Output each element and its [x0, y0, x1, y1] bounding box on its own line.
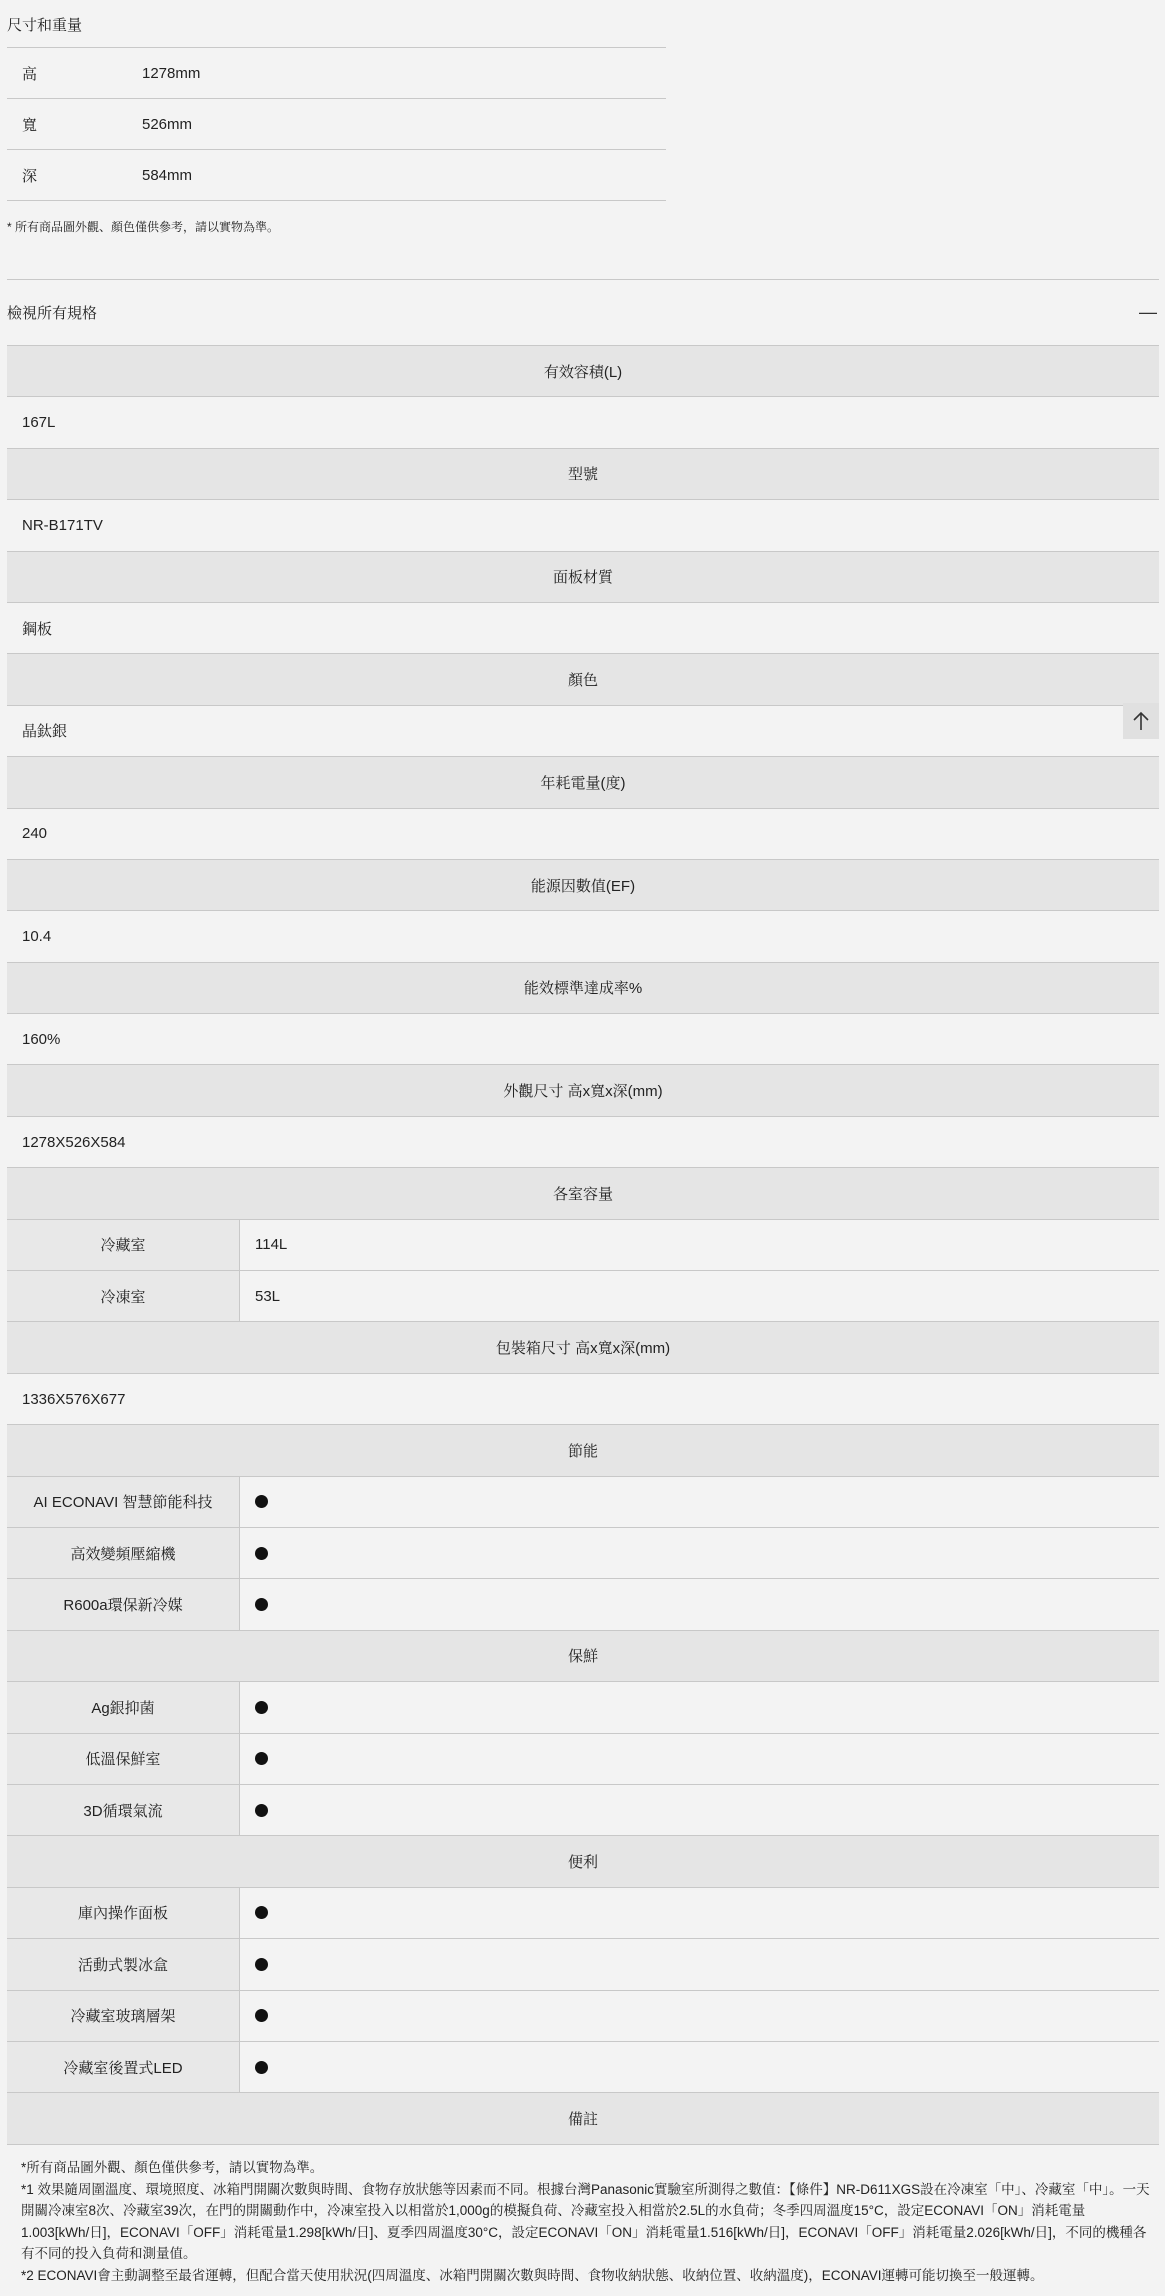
dimension-row [7, 99, 666, 150]
spec-sublabel: 高效變頻壓縮機 [7, 1528, 240, 1578]
spec-subrow [7, 1579, 1159, 1630]
remark-line: *所有商品圖外觀、顏色僅供參考，請以實物為準。 [21, 2160, 324, 2175]
dimensions-disclaimer: * 所有商品圖外觀、顏色僅供參考，請以實物為準。 [7, 220, 280, 234]
spec-value: NR-B171TV [7, 500, 1159, 551]
remark-line: *1 效果隨周圍溫度、環境照度、冰箱門開關次數與時間、食物存放狀態等因素而不同。根據台灣Panasonic實驗室所測得之數值：【條件】NR-D611XGS設在冷凍室「中」、冷藏室「中」。一天開關冷凍室8次、冷藏室39次，在門的開關動作中，冷凍室投入以相當於1,000g的模擬負荷、冷藏室投入相當於2.5L的水負荷；冬季四周溫度15°C，設定ECONAVI「ON」消耗電量1.003[kWh/日]，ECONAVI「OFF」消耗電量1.298[kWh/日]、夏季四周溫度30°C，設定ECONAVI「ON」消耗電量1.516[kWh/日]，ECONAVI「OFF」消耗電量2.026[kWh/日]，不同的機種各有不同的投入負荷和測量值。 [21, 2181, 1150, 2262]
spec-subrow [7, 1477, 1159, 1528]
dimension-value: 584mm [142, 166, 193, 184]
spec-heading: 便利 [7, 1836, 1159, 1887]
spec-value: 晶鈦銀 [7, 706, 1159, 757]
dimensions-title: 尺寸和重量 [7, 17, 83, 34]
spec-subrow [7, 1271, 1159, 1322]
spec-subrow [7, 1734, 1159, 1785]
spec-value: 167L [7, 397, 1159, 448]
spec-heading: 備註 [7, 2093, 1159, 2144]
back-to-top-button[interactable] [1123, 703, 1159, 739]
spec-value: 160% [7, 1014, 1159, 1065]
dimension-value: 526mm [142, 115, 193, 133]
dot-icon [255, 1495, 268, 1508]
spec-sublabel: R600a環保新冷媒 [7, 1579, 240, 1629]
dimension-row [7, 48, 666, 99]
spec-value: 1336X576X677 [7, 1374, 1159, 1425]
dimension-label: 寬 [22, 116, 38, 134]
spec-subrow [7, 1888, 1159, 1939]
spec-sublabel: 冷藏室 [7, 1220, 240, 1270]
spec-value: 鋼板 [7, 603, 1159, 654]
dot-icon [255, 1804, 268, 1817]
spec-subrow [7, 1220, 1159, 1271]
view-all-specs-label: 檢視所有規格 [7, 304, 98, 322]
spec-subrow [7, 1682, 1159, 1733]
spec-heading: 能源因數值(EF) [7, 860, 1159, 911]
spec-sublabel: Ag銀抑菌 [7, 1682, 240, 1732]
spec-heading: 面板材質 [7, 552, 1159, 603]
spec-sublabel: 低溫保鮮室 [7, 1734, 240, 1784]
spec-sublabel: 冷藏室玻璃層架 [7, 1991, 240, 2041]
spec-sublabel: 冷藏室後置式LED [7, 2042, 240, 2092]
dot-icon [255, 1547, 268, 1560]
section-divider [7, 279, 1159, 280]
dot-icon [255, 1598, 268, 1611]
spec-table [7, 345, 1159, 2145]
spec-heading: 有效容積(L) [7, 346, 1159, 397]
spec-subrow [7, 1939, 1159, 1990]
spec-heading: 外觀尺寸 高x寬x深(mm) [7, 1065, 1159, 1116]
spec-sublabel: 冷凍室 [7, 1271, 240, 1321]
dot-icon [255, 2009, 268, 2022]
dot-icon [255, 1958, 268, 1971]
spec-value: 240 [7, 809, 1159, 860]
spec-subrow [7, 1785, 1159, 1836]
dimensions-table [7, 47, 666, 201]
spec-value: 1278X526X584 [7, 1117, 1159, 1168]
spec-sublabel: AI ECONAVI 智慧節能科技 [7, 1477, 240, 1527]
dot-icon [255, 1752, 268, 1765]
collapse-icon[interactable]: — [1139, 302, 1157, 322]
dimension-label: 深 [22, 167, 38, 185]
dot-icon [255, 1701, 268, 1714]
spec-value: 10.4 [7, 911, 1159, 962]
spec-subrow [7, 2042, 1159, 2093]
dot-icon [255, 1906, 268, 1919]
spec-sublabel: 活動式製冰盒 [7, 1939, 240, 1989]
spec-heading: 顏色 [7, 654, 1159, 705]
dimension-value: 1278mm [142, 64, 201, 82]
remarks [21, 2157, 1151, 2287]
spec-sublabel: 3D循環氣流 [7, 1785, 240, 1835]
dimension-label: 高 [22, 65, 38, 83]
remark-line: *2 ECONAVI會主動調整至最省運轉，但配合當天使用狀況(四周溫度、冰箱門開關次數與時間、食物收納狀態、收納位置、收納溫度)，ECONAVI運轉可能切換至一般運轉。 [21, 2267, 1044, 2283]
dot-icon [255, 2061, 268, 2074]
spec-heading: 型號 [7, 449, 1159, 500]
spec-subvalue: 53L [240, 1271, 1159, 1321]
spec-heading: 包裝箱尺寸 高x寬x深(mm) [7, 1322, 1159, 1373]
arrow-up-icon [1132, 711, 1150, 731]
view-all-specs-toggle[interactable] [7, 296, 1159, 328]
spec-subrow [7, 1528, 1159, 1579]
spec-heading: 各室容量 [7, 1168, 1159, 1219]
spec-subrow [7, 1991, 1159, 2042]
spec-subvalue: 114L [240, 1220, 1159, 1270]
spec-heading: 年耗電量(度) [7, 757, 1159, 808]
spec-heading: 能效標準達成率% [7, 963, 1159, 1014]
spec-heading: 節能 [7, 1425, 1159, 1476]
dimension-row [7, 150, 666, 201]
spec-heading: 保鮮 [7, 1631, 1159, 1682]
spec-sublabel: 庫內操作面板 [7, 1888, 240, 1938]
